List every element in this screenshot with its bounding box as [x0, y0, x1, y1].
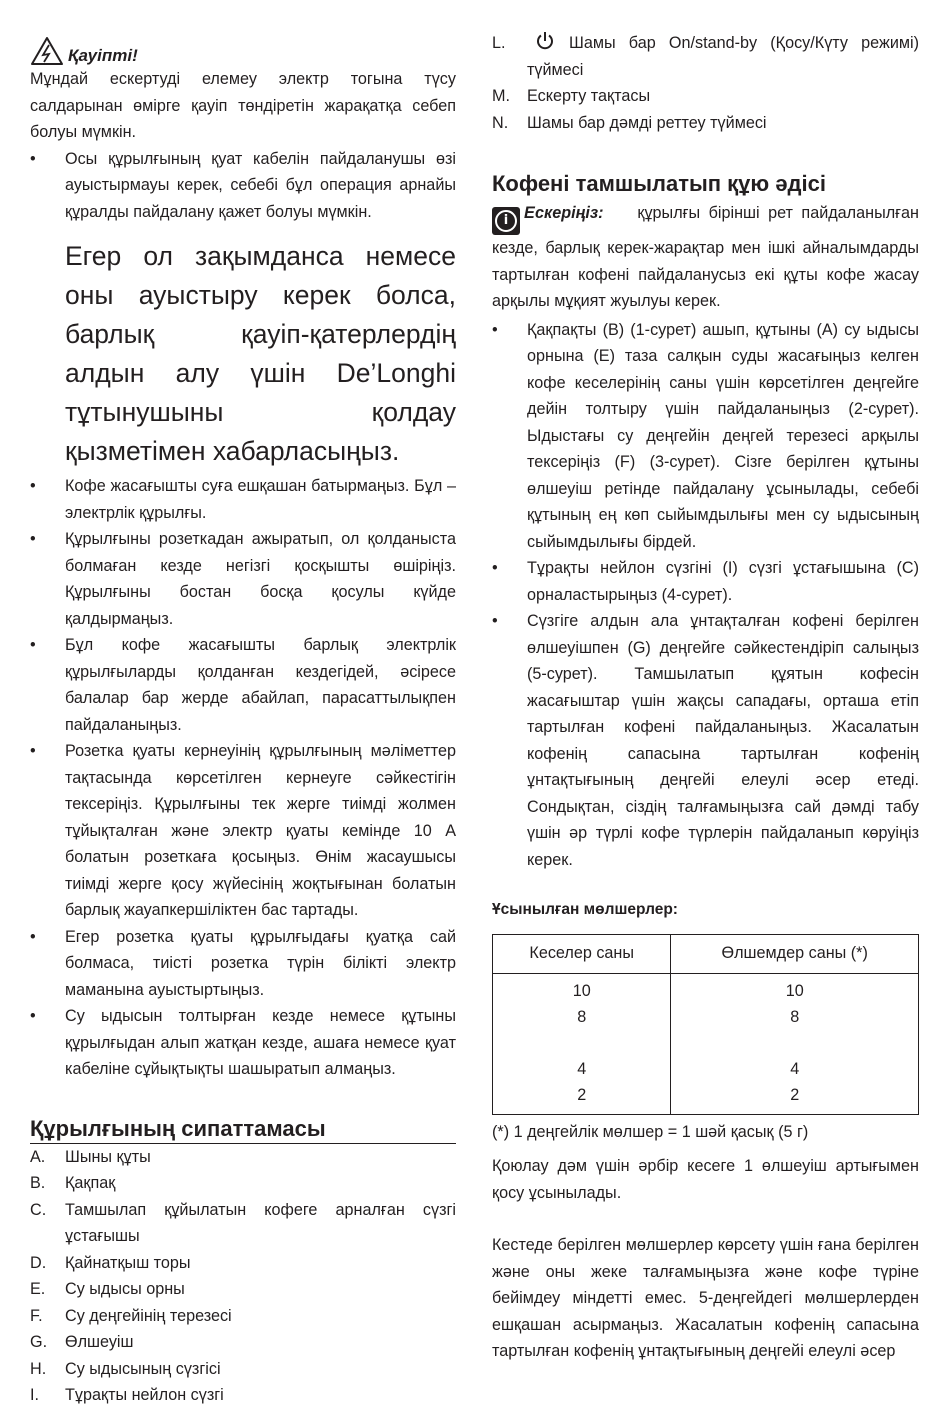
warning-title: Қауіпті!	[68, 46, 138, 65]
list-item: H. Су ыдысының сүзгісі	[30, 1359, 221, 1378]
description-heading	[30, 1115, 456, 1144]
list-item: L. Шамы бар On/stand-by (Қосу/Күту режимі) түймесі	[492, 30, 919, 83]
brew-title: Кофені тамшылатып құю әдісі	[492, 171, 826, 196]
note-text: құрылғы бірінші рет пайдаланылған кезде, барлық керек-жарақтар мен ішкі айналымдарды тартылған кофені пайдаланусыз екі құты кофе жасау арқылы мұқият жуылуы керек.	[492, 204, 920, 310]
table-row	[493, 973, 919, 1114]
list-item: • Розетка қуаты кернеуінің құрылғының мәліметтер тақтасында көрсетілген кернеуге сәйкестігін тексеріңіз. Құрылғыны тек жерге тиімді жолмен тұйықталған және электр қуаты кемінде 10 А болатын розеткаға қосыңыз. Өнім жасаушысы тиімді жерге қосу жүйесінің жоқтығынан болатын барлық жауапкершіліктен бас тартады.	[30, 738, 456, 924]
parts-list-continued	[492, 30, 919, 136]
list-item: N. Шамы бар дәмді реттеу түймесі	[492, 113, 767, 132]
list-item: • Бұл кофе жасағышты барлық электрлік құрылғыларды қолданған кездегідей, әсіресе балалар бар жерде абайлап, парасаттылықпен пайдаланыңыз.	[30, 632, 456, 738]
warning-electric-icon	[30, 36, 64, 66]
warning-text: Мұндай ескертуді елемеу электр тогына түсу салдарынан өмірге қауіп төндіретін жарақатқа себеп болуы мүмкін.	[30, 70, 456, 141]
brew-note	[492, 200, 919, 315]
list-item: M. Ескерту тақтасы	[492, 87, 651, 105]
list-item: • Сүзгіге алдын ала ұнтақталған кофені берілген өлшеуішпен (G) деңгейге сәйкестендіріп салыңыз (5-сурет). Тамшылатып құятын кофесін жасағыштар үшін жақсы сападағы, орташа етіп тартылған кофені пайдаланыңыз. Жасалатын кофенің сапасына тартылған кофенің ұнтақтығының деңгейі елеулі әсер етеді. Сондықтан, сіздің талғамыңызға сай дәмді табу үшін әр түрлі кофе түрлерін пайдаланып көруіңіз керек.	[492, 608, 919, 873]
description-title: Құрылғының сипаттамасы	[30, 1115, 326, 1141]
strength-paragraph: Қоюлау дәм үшін әрбір кесеге 1 өлшеуіш артығымен қосу ұсынылады.	[492, 1157, 919, 1202]
column-header: Кеселер саны	[493, 934, 671, 973]
measures-cell: 10 8 4 2	[671, 973, 919, 1114]
cups-cell: 10 8 4 2	[493, 973, 671, 1114]
list-item: • Осы құрылғының қуат кабелін пайдаланушы өзі ауыстырмауы керек, себебі бұл операция арнайы құралды пайдалану қажет болуы мүмкін.	[30, 146, 456, 226]
list-item: • Кофе жасағышты суға ешқашан батырмаңыз. Бұл – электрлік құрылғы.	[30, 473, 456, 526]
parts-list	[30, 1144, 456, 1409]
list-item: G. Өлшеуіш	[30, 1333, 134, 1351]
footnote: (*) 1 деңгейлік мөлшер = 1 шәй қасық (5 г)	[492, 1122, 809, 1141]
list-item: • Егер розетка қуаты құрылғыдағы қуатқа сай болмаса, тиісті розетка түрін білікті электр маманына ауыстыртыңыз.	[30, 924, 456, 1004]
list-item: • Құрылғыны розеткадан ажыратып, ол қолданыста болмаған кезде негізгі қосқышты өшіріңіз. Құрылғыны бостан босқа қосулы күйде қалдырмаңыз.	[30, 526, 456, 632]
list-item: B. Қақпақ	[30, 1174, 116, 1192]
list-item: F. Су деңгейінің терезесі	[30, 1306, 232, 1325]
quantities-table	[492, 934, 919, 1115]
table-header-row	[493, 934, 919, 973]
bullet-list-a	[30, 146, 456, 226]
left-column	[30, 30, 456, 1409]
list-item: I. Тұрақты нейлон сүзгі	[30, 1386, 224, 1404]
power-icon	[535, 31, 555, 51]
column-header: Өлшемдер саны (*)	[671, 934, 919, 973]
info-icon: i	[492, 207, 520, 235]
warning-heading	[30, 32, 456, 66]
note-label: Ескеріңіз:	[524, 204, 604, 222]
big-note: Егер ол зақымданса немесе оны ауыстыру керек болса, барлық қауіп-қатерлердің алдын алу үшін De’Longhi тұтынушыны қолдау қызметімен хабарласыңыз.	[65, 241, 456, 466]
right-column	[492, 30, 919, 1365]
brew-steps	[492, 317, 919, 874]
list-item: • Қақпақты (B) (1-сурет) ашып, құтыны (A) су ыдысы орнына (E) таза салқын суды жасағыңыз келген кофе кеселерінің саны үшін көрсетілген деңгейге дейін толтыру үшін пайдаланыңыз (2-сурет). Ыдыстағы су деңгейін деңгей терезесі арқылы тексеріңіз (F) (3-сурет). Сізге берілген құтыны өлшеуіш ретінде пайдалану ұсынылады, себебі құтының ең көп сыйымдылығы мен су ыдысының сыйымдылығы бірдей.	[492, 317, 919, 556]
list-item: • Су ыдысын толтырған кезде немесе құтыны құрылғыдан алып жатқан кезде, ашаға немесе қуат кабеліне сұйықтықты шашыратып алмаңыз.	[30, 1003, 456, 1083]
list-item: C. Тамшылап құйылатын кофеге арналған сүзгі ұстағышы	[30, 1200, 456, 1245]
list-item: A. Шыны құты	[30, 1147, 151, 1166]
bullet-list-b	[30, 473, 456, 1083]
table-paragraph: Кестеде берілген мөлшерлер көрсету үшін ғана берілген және оны жеке талғамыңызға және кофе түріне бейімдеу міндетті емес. 5-деңгейдегі мөлшерлерден ешқашан асырмаңыз. Жасалатын кофенің сапасына тартылған кофенің ұнтақтығының деңгейі елеулі әсер	[492, 1236, 919, 1360]
list-item: D. Қайнатқыш торы	[30, 1253, 191, 1272]
quantities-title: Ұсынылған мөлшерлер:	[492, 901, 678, 918]
list-item: • Тұрақты нейлон сүзгіні (I) сүзгі ұстағышына (С) орналастырыңыз (4-сурет).	[492, 555, 919, 608]
item-l-text: Шамы бар On/stand-by (Қосу/Күту режимі) түймесі	[527, 34, 919, 79]
list-item: E. Су ыдысы орны	[30, 1280, 185, 1298]
